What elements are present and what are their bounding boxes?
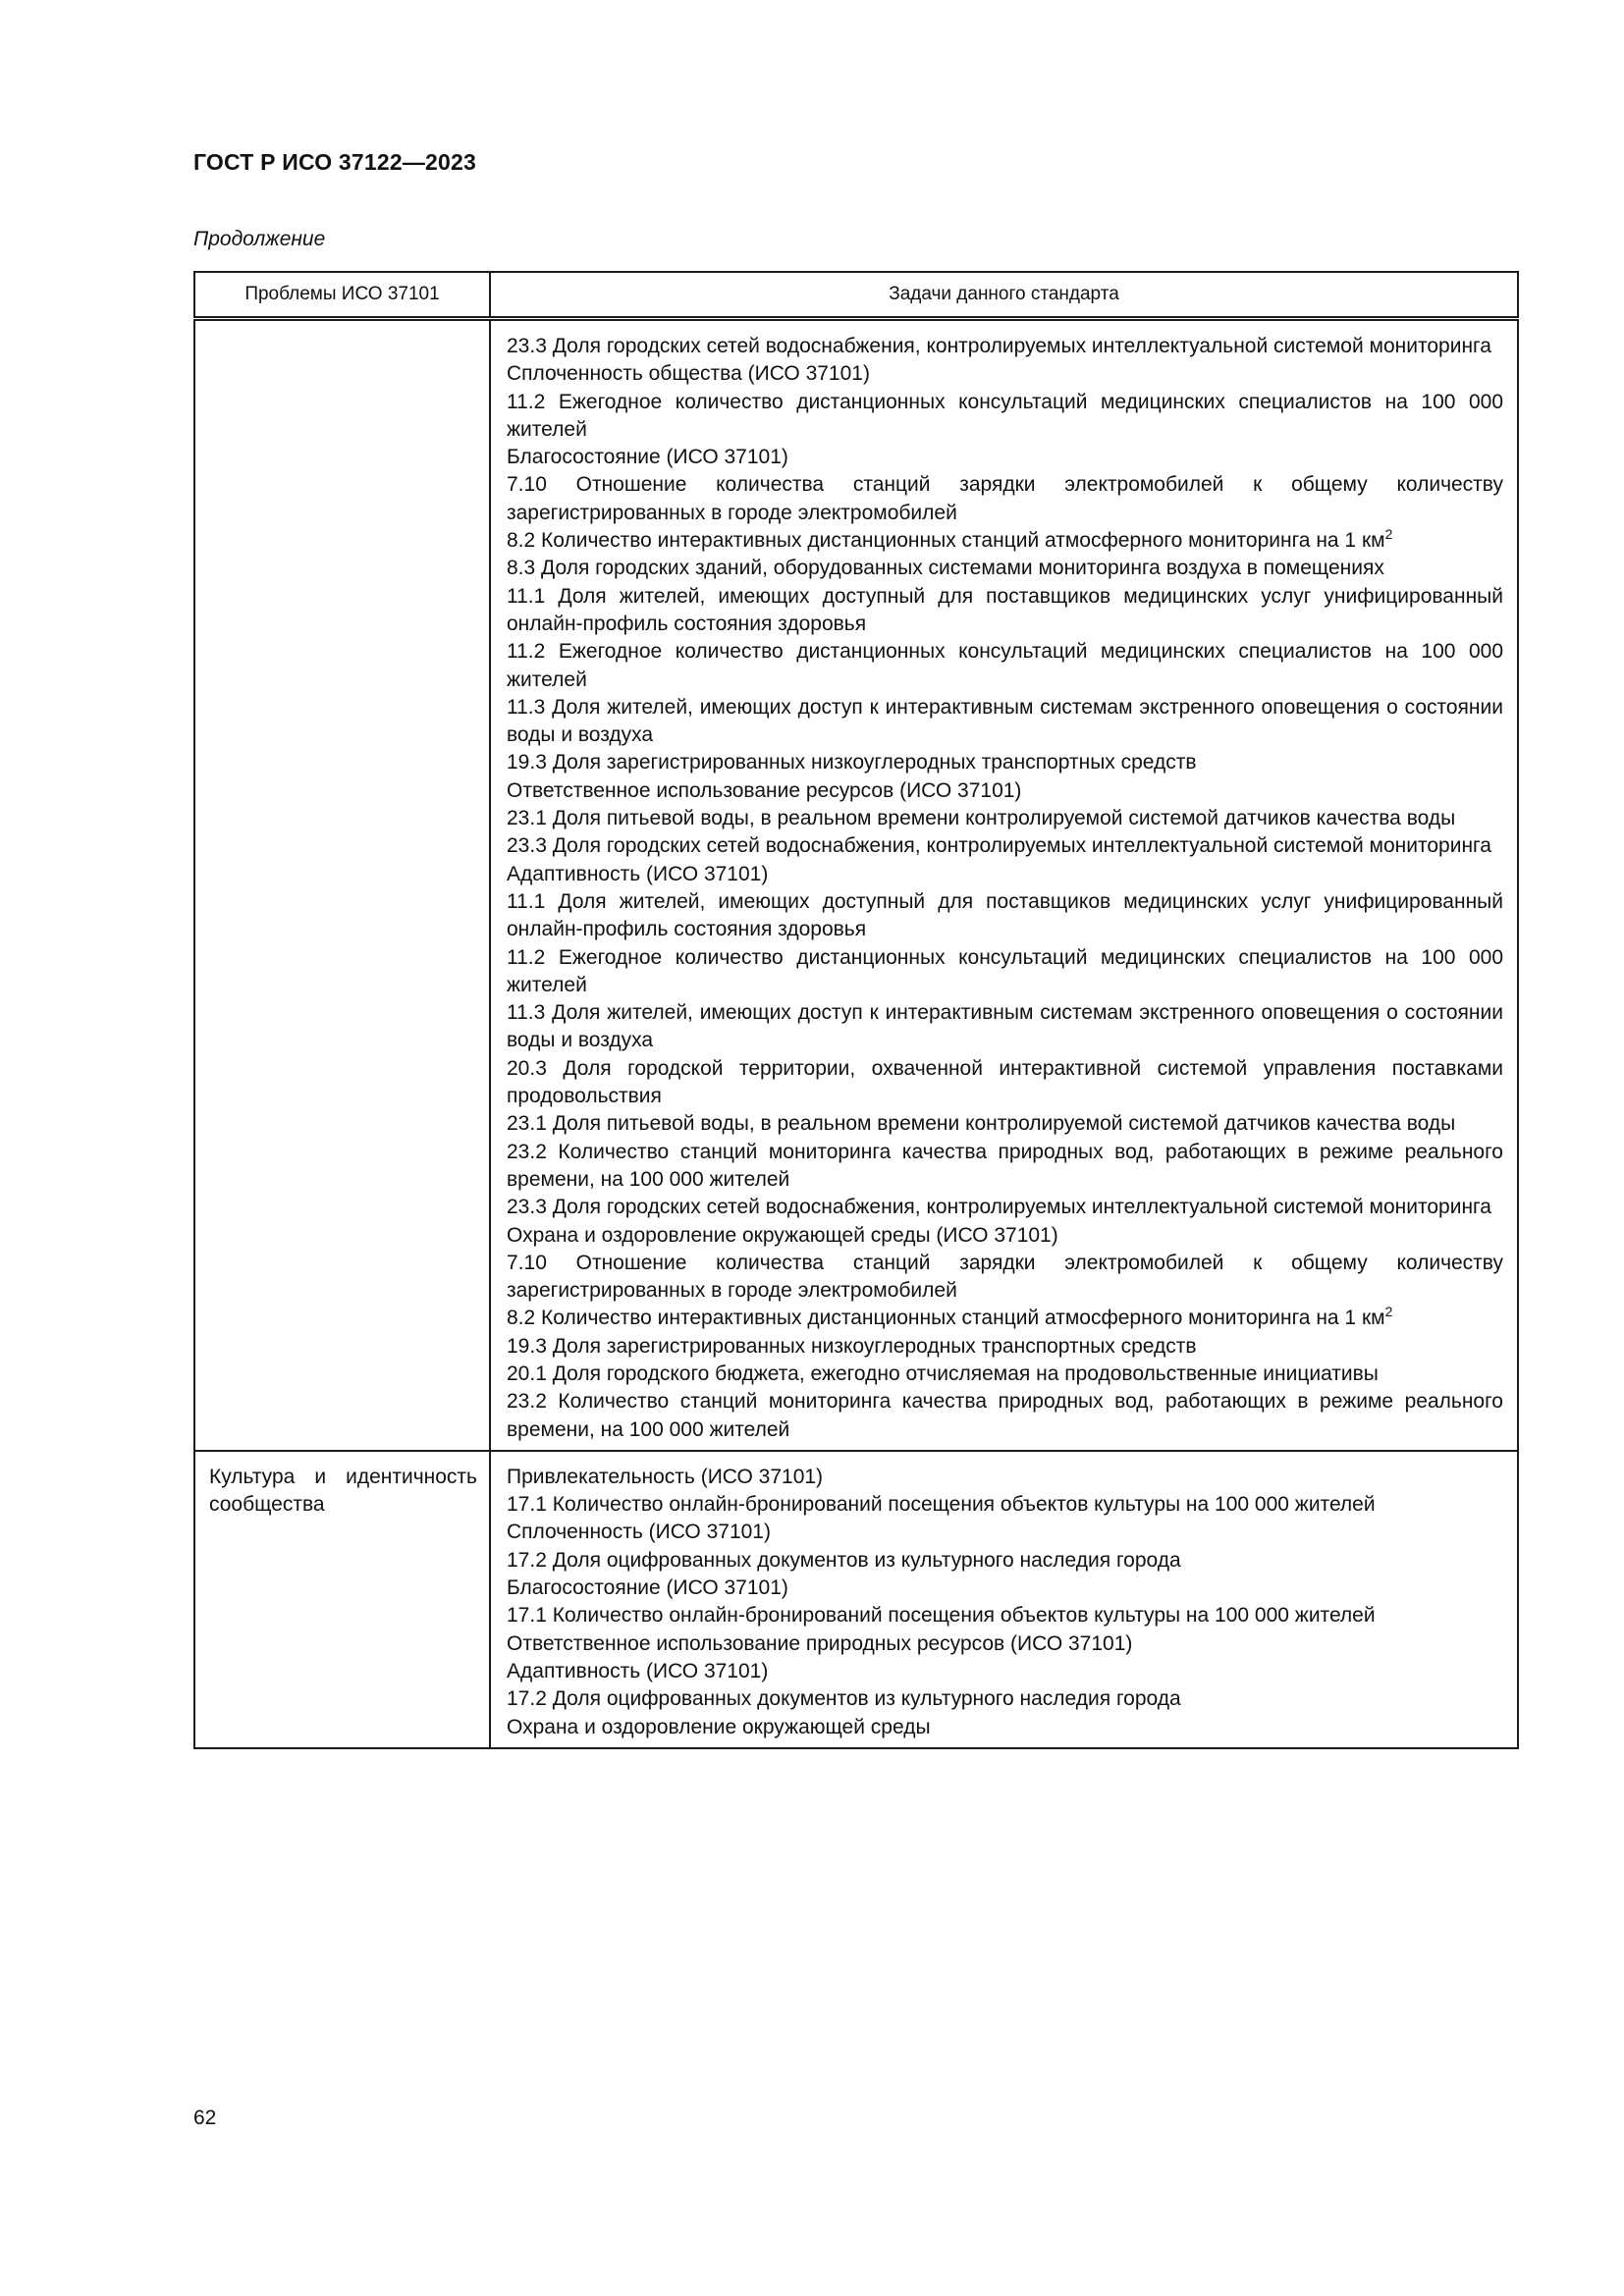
task-item: Ответственное использование ресурсов (ИСО 37101) (507, 778, 1022, 802)
problem-cell (194, 319, 490, 1451)
task-item: 23.2 Количество станций мониторинга качества природных вод, работающих в режиме реального времени, на 100 000 жителей (507, 1390, 1503, 1441)
tasks-cell (490, 319, 1518, 1451)
task-item: 11.3 Доля жителей, имеющих доступ к интерактивным системам экстренного оповещения о состоянии воды и воздуха (507, 1001, 1503, 1052)
task-item: 8.2 Количество интерактивных дистанционных станций атмосферного мониторинга на 1 $км^2$ (507, 1304, 1393, 1330)
table-row (194, 319, 1518, 1451)
task-item: Охрана и оздоровление окружающей среды (ИСО 37101) (507, 1223, 1058, 1247)
task-item: 23.3 Доля городских сетей водоснабжения, контролируемых интеллектуальной системой мониторинга (507, 335, 1491, 357)
task-item: Сплоченность общества (ИСО 37101) (507, 362, 870, 386)
task-item: 11.2 Ежегодное количество дистанционных консультаций медицинских специалистов на 100 000 жителей (507, 945, 1503, 996)
tasks-cell (490, 1451, 1518, 1748)
page-number: 62 (193, 2107, 217, 2129)
task-item: 11.2 Ежегодное количество дистанционных консультаций медицинских специалистов на 100 000 жителей (507, 640, 1503, 691)
task-item: 20.1 Доля городского бюджета, ежегодно отчисляемая на продовольственные инициативы (507, 1362, 1379, 1385)
task-item: 23.1 Доля питьевой воды, в реальном времени контролируемой системой датчиков качества воды (507, 807, 1456, 830)
task-item: Благосостояние (ИСО 37101) (507, 446, 788, 469)
task-item: 19.3 Доля зарегистрированных низкоуглеродных транспортных средств (507, 751, 1197, 774)
table-body (194, 319, 1518, 1748)
column-header-tasks: Задачи данного стандарта (490, 272, 1518, 319)
document-title: ГОСТ Р ИСО 37122—2023 (193, 149, 477, 175)
task-item: Охрана и оздоровление окружающей среды (507, 1715, 931, 1738)
task-item: Адаптивность (ИСО 37101) (507, 1659, 769, 1682)
task-item: 11.2 Ежегодное количество дистанционных консультаций медицинских специалистов на 100 000 жителей (507, 390, 1503, 441)
task-item: 23.2 Количество станций мониторинга качества природных вод, работающих в режиме реального времени, на 100 000 жителей (507, 1140, 1503, 1191)
task-item: Благосостояние (ИСО 37101) (507, 1576, 788, 1600)
task-item: Сплоченность (ИСО 37101) (507, 1521, 771, 1544)
column-header-problems: Проблемы ИСО 37101 (194, 272, 490, 319)
task-item: 8.3 Доля городских зданий, оборудованных системами мониторинга воздуха в помещениях (507, 557, 1384, 580)
task-item: 17.2 Доля оцифрованных документов из культурного наследия города (507, 1548, 1181, 1572)
table-row (194, 1451, 1518, 1748)
table-header-row (194, 272, 1518, 319)
task-item: 19.3 Доля зарегистрированных низкоуглеродных транспортных средств (507, 1334, 1197, 1358)
task-item: 7.10 Отношение количества станций зарядки электромобилей к общему количеству зарегистрированных в городе электромобилей (507, 1251, 1503, 1303)
task-item: Ответственное использование природных ресурсов (ИСО 37101) (507, 1631, 1133, 1655)
task-item: 17.2 Доля оцифрованных документов из культурного наследия города (507, 1687, 1181, 1711)
task-item: 8.2 Количество интерактивных дистанционных станций атмосферного мониторинга на 1 $км^2$ (507, 526, 1393, 553)
task-item: 11.1 Доля жителей, имеющих доступный для поставщиков медицинских услуг унифицированный онлайн-профиль состояния здоровья (507, 584, 1503, 635)
problem-cell: Культура и идентичность сообщества (194, 1451, 490, 1748)
task-item: 7.10 Отношение количества станций зарядки электромобилей к общему количеству зарегистрированных в городе электромобилей (507, 473, 1503, 524)
task-item: 11.1 Доля жителей, имеющих доступный для поставщиков медицинских услуг унифицированный онлайн-профиль состояния здоровья (507, 889, 1503, 941)
continuation-label: Продолжение (193, 228, 326, 250)
task-item: 20.3 Доля городской территории, охваченной интерактивной системой управления поставками продовольствия (507, 1056, 1503, 1108)
task-item: 11.3 Доля жителей, имеющих доступ к интерактивным системам экстренного оповещения о состоянии воды и воздуха (507, 695, 1503, 747)
task-item: 23.3 Доля городских сетей водоснабжения, контролируемых интеллектуальной системой мониторинга (507, 834, 1491, 858)
task-item: Адаптивность (ИСО 37101) (507, 862, 769, 885)
task-item: 17.1 Количество онлайн-бронирований посещения объектов культуры на 100 000 жителей (507, 1604, 1376, 1628)
standards-table (193, 271, 1519, 1749)
task-item: 23.1 Доля питьевой воды, в реальном времени контролируемой системой датчиков качества воды (507, 1112, 1456, 1136)
task-item: Привлекательность (ИСО 37101) (507, 1465, 824, 1488)
task-item: 17.1 Количество онлайн-бронирований посещения объектов культуры на 100 000 жителей (507, 1493, 1376, 1517)
task-item: 23.3 Доля городских сетей водоснабжения, контролируемых интеллектуальной системой мониторинга (507, 1196, 1491, 1219)
